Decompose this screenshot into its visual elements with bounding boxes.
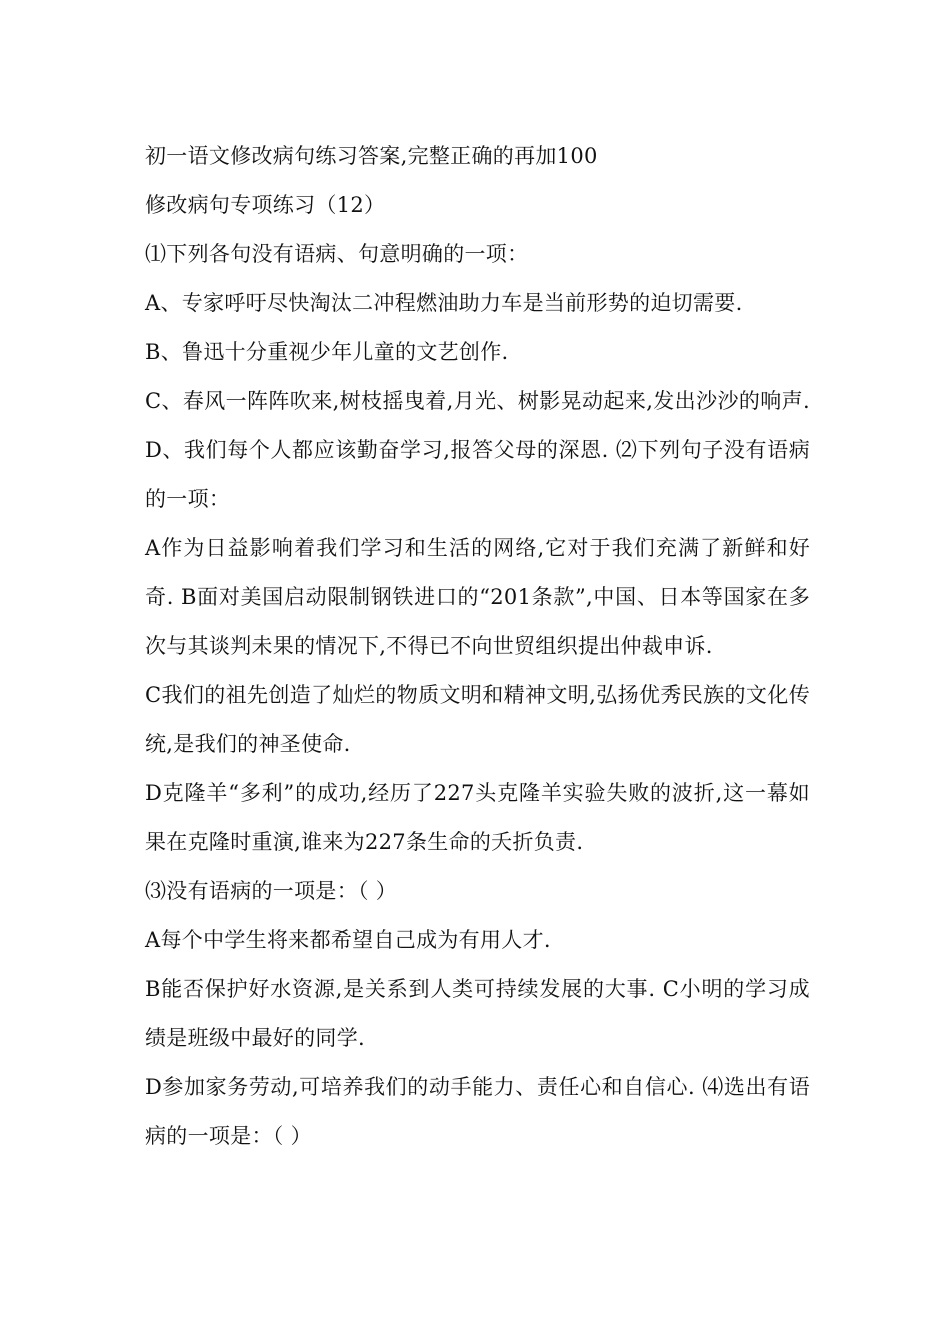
- question-3-option-a: A每个中学生将来都希望自己成为有用人才.: [145, 928, 551, 952]
- question-1-option-c-d-question-2: C、春风一阵阵吹来,树枝摇曳着,月光、树影晃动起来,发出沙沙的响声. D、我们每个人都应该勤奋学习,报答父母的深恩. ⑵下列句子没有语病的一项：: [145, 389, 810, 511]
- question-2-option-d: D克隆羊“多利”的成功,经历了227头克隆羊实验失败的波折,这一幕如果在克隆时重演,谁来为227条生命的夭折负责.: [145, 781, 810, 854]
- question-1-option-a: A、专家呼吁尽快淘汰二冲程燃油助力车是当前形势的迫切需要.: [145, 291, 743, 315]
- document-title: 初一语文修改病句练习答案,完整正确的再加100: [145, 144, 598, 168]
- question-1-prompt: ⑴下列各句没有语病、句意明确的一项：: [145, 242, 529, 266]
- question-2-option-c: C我们的祖先创造了灿烂的物质文明和精神文明,弘扬优秀民族的文化传统,是我们的神圣使命.: [145, 683, 810, 756]
- question-3-option-b-c: B能否保护好水资源,是关系到人类可持续发展的大事. C小明的学习成绩是班级中最好的同学.: [145, 977, 810, 1050]
- question-1-option-b: B、鲁迅十分重视少年儿童的文艺创作.: [145, 340, 509, 364]
- exercise-heading: 修改病句专项练习（12）: [145, 193, 386, 217]
- question-2-option-a-b: A作为日益影响着我们学习和生活的网络,它对于我们充满了新鲜和好奇. B面对美国启动限制钢铁进口的“201条款”,中国、日本等国家在多次与其谈判未果的情况下,不得已不向世贸组织提出仲裁申诉.: [145, 536, 810, 658]
- document-body: [145, 132, 810, 1161]
- question-3-option-d-question-4: D参加家务劳动,可培养我们的动手能力、责任心和自信心. ⑷选出有语病的一项是：（ ）: [145, 1075, 810, 1148]
- question-3-prompt: ⑶没有语病的一项是：（ ）: [145, 879, 398, 903]
